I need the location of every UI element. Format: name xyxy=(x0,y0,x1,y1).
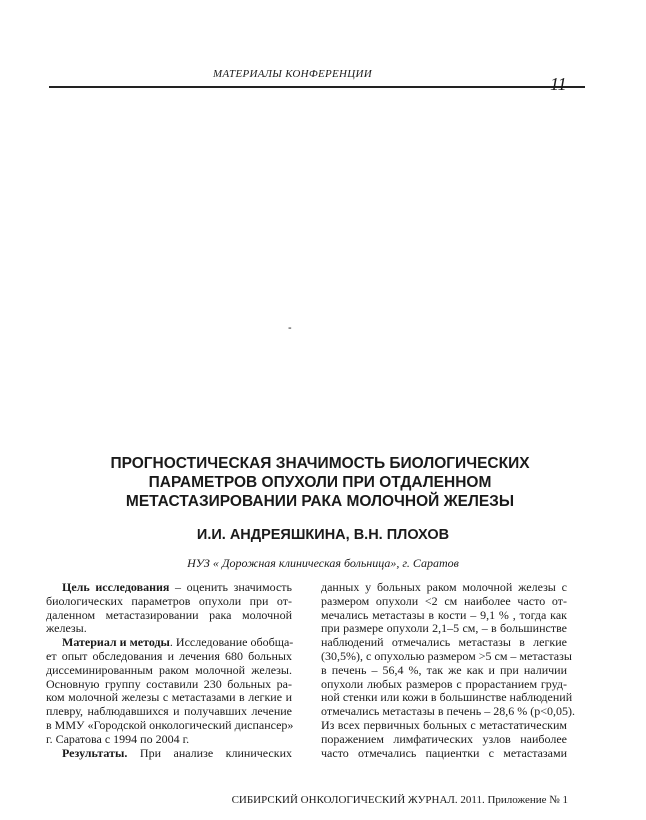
section-label-aim: Цель исследования xyxy=(62,580,170,594)
text-line: (30,5%), с опухолью размером >5 см – метастазы xyxy=(321,648,572,663)
text-line: биологических параметров опухоли при от- xyxy=(46,593,292,608)
text-line: данных у больных раком молочной железы с xyxy=(321,580,567,594)
text-line: плевру, наблюдавшихся и получавших лечение xyxy=(46,704,292,719)
text-line: поражением лимфатических узлов наиболее xyxy=(321,731,567,746)
stray-mark: - xyxy=(288,322,292,334)
text-line: наблюдений отмечались метастазы в легкие xyxy=(321,635,567,650)
text-line: опухоли любых размеров с прорастанием груд- xyxy=(321,676,567,691)
text-line: при размере опухоли 2,1–5 см, – в большинстве xyxy=(321,621,567,636)
journal-footer: СИБИРСКИЙ ОНКОЛОГИЧЕСКИЙ ЖУРНАЛ. 2011. Приложение № 1 xyxy=(231,794,568,806)
text-line: отмечались метастазы в печень – 28,6 % (p<0,05). xyxy=(321,704,575,719)
section-label-results: Результаты. xyxy=(62,745,128,760)
text-line: даленном метастазировании рака молочной xyxy=(46,607,292,622)
text-line: в печень – 56,4 %, так же как и при наличии xyxy=(321,662,567,677)
title-line: ПАРАМЕТРОВ ОПУХОЛИ ПРИ ОТДАЛЕННОМ xyxy=(148,474,492,491)
title-line: МЕТАСТАЗИРОВАНИИ РАКА МОЛОЧНОЙ ЖЕЛЕЗЫ xyxy=(125,493,515,510)
text-line: мечались метастазы в кости – 9,1 % , тогда как xyxy=(321,607,567,622)
text-line: ком молочной железы с метастазами в легкие и xyxy=(46,690,292,705)
text-line: Основную группу составили 230 больных ра- xyxy=(46,676,292,691)
page-number: 11 xyxy=(550,74,567,94)
title-line: ПРОГНОСТИЧЕСКАЯ ЗНАЧИМОСТЬ БИОЛОГИЧЕСКИХ xyxy=(110,455,530,472)
text-line: Цель исследования – оценить значимость xyxy=(62,580,292,594)
text-line: в ММУ «Городской онкологический диспансер» xyxy=(46,717,294,732)
text-line: Из всех первичных больных с метастатическим xyxy=(321,717,567,732)
text-line: диссеминированным раком молочной железы. xyxy=(46,662,292,677)
text-line: Материал и методы. Исследование обобща- xyxy=(62,635,294,650)
body-column-left xyxy=(46,581,292,760)
text-line: размером опухоли <2 см наиболее часто от- xyxy=(321,593,567,608)
article-title xyxy=(40,454,600,511)
text-line: ет опыт обследования и лечения 680 больных xyxy=(46,648,292,663)
affiliation: НУЗ « Дорожная клиническая больница», г. Саратов xyxy=(187,556,459,570)
authors: И.И. АНДРЕЯШКИНА, В.Н. ПЛОХОВ xyxy=(196,527,450,543)
body-column-right xyxy=(321,580,575,760)
text-line: железы. xyxy=(46,621,87,636)
text-line: ной стенки или кожи в большинстве наблюдений xyxy=(321,690,573,705)
text-line: часто отмечались пациентки с метастазами xyxy=(321,745,567,760)
text-line: Результаты. При анализе клинических xyxy=(62,745,292,760)
running-head: МАТЕРИАЛЫ КОНФЕРЕНЦИИ xyxy=(212,68,372,80)
header-rule xyxy=(49,86,585,88)
section-label-methods: Материал и методы xyxy=(62,635,170,650)
text-line: г. Саратова с 1994 по 2004 г. xyxy=(46,731,190,746)
